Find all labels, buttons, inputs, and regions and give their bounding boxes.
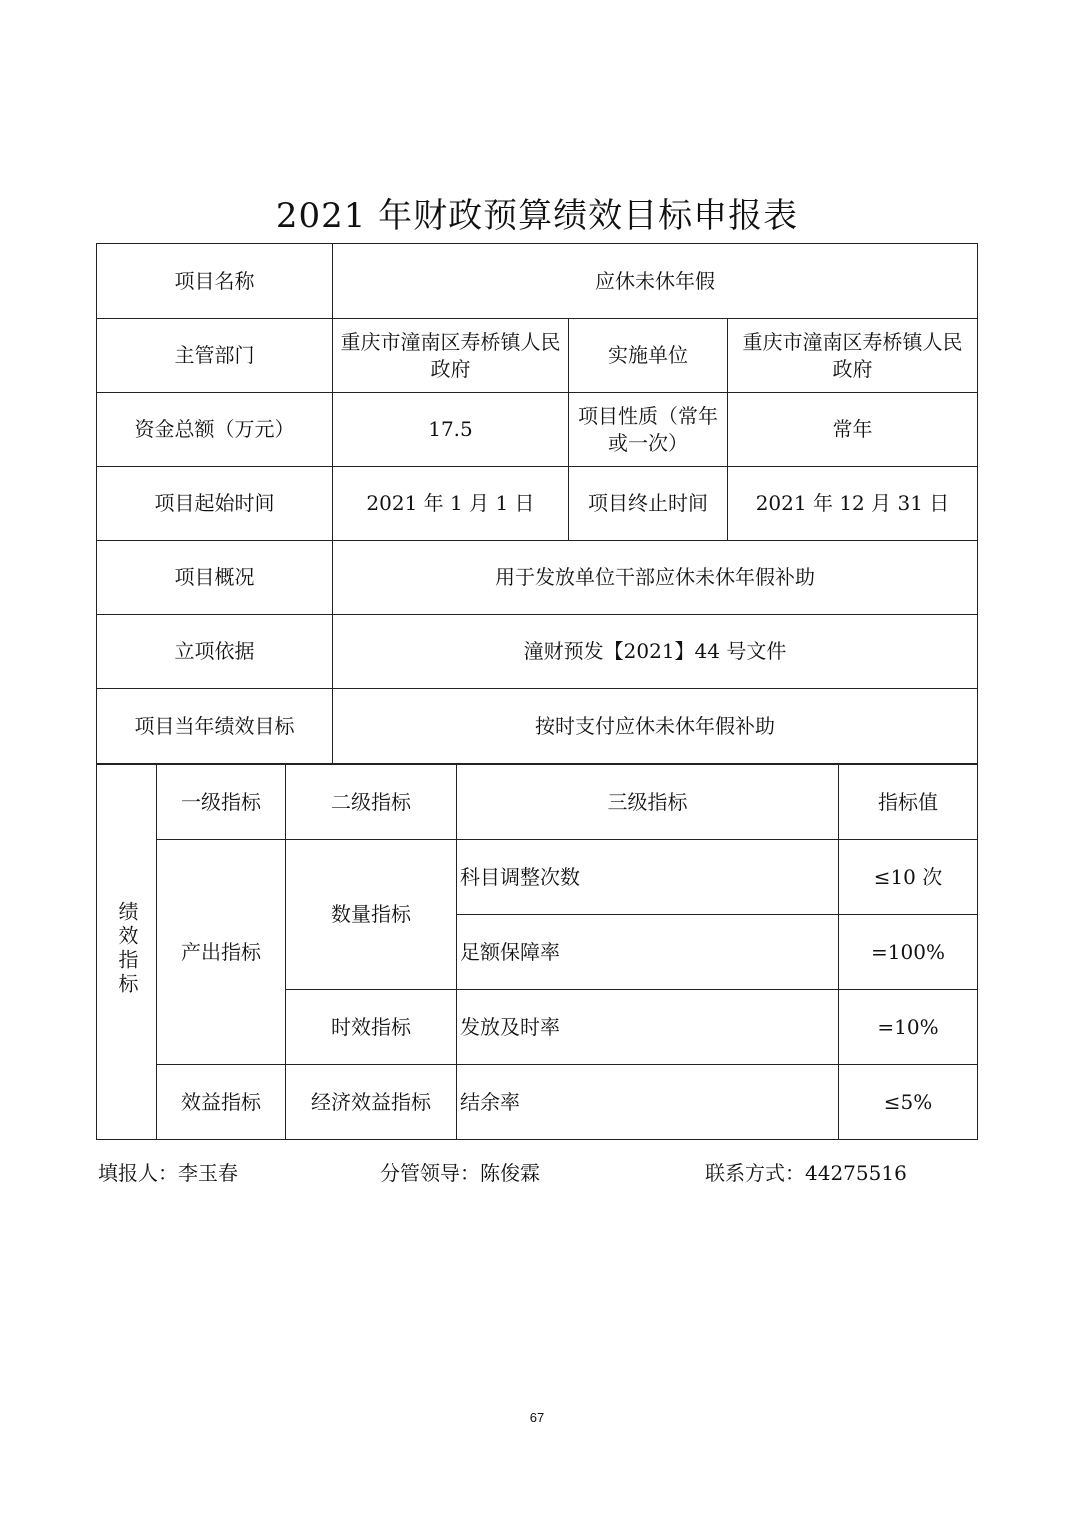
row-department bbox=[97, 319, 978, 393]
basis-value: 潼财预发【2021】44 号文件 bbox=[333, 615, 978, 689]
row-funds bbox=[97, 393, 978, 467]
indicator-value: ≤5% bbox=[839, 1065, 978, 1140]
header-level3: 三级指标 bbox=[457, 765, 839, 840]
project-name-label: 项目名称 bbox=[97, 244, 333, 319]
economic-indicator-label: 经济效益指标 bbox=[286, 1065, 457, 1140]
annual-goal-value: 按时支付应休未休年假补助 bbox=[333, 689, 978, 764]
basic-info-table bbox=[96, 243, 978, 764]
performance-section-label bbox=[97, 765, 157, 1140]
total-funds-label: 资金总额（万元） bbox=[97, 393, 333, 467]
indicator-value: =100% bbox=[839, 915, 978, 990]
implementer-label: 实施单位 bbox=[569, 319, 728, 393]
indicator-name: 足额保障率 bbox=[457, 915, 839, 990]
output-indicator-label: 产出指标 bbox=[157, 840, 286, 1065]
header-level1: 一级指标 bbox=[157, 765, 286, 840]
department-label: 主管部门 bbox=[97, 319, 333, 393]
timeliness-indicator-label: 时效指标 bbox=[286, 990, 457, 1065]
contact-info: 联系方式：44275516 bbox=[705, 1161, 907, 1185]
indicator-value: ≤10 次 bbox=[839, 840, 978, 915]
performance-header-row bbox=[97, 765, 978, 840]
implementer-value: 重庆市潼南区寿桥镇人民政府 bbox=[728, 319, 978, 393]
department-value: 重庆市潼南区寿桥镇人民政府 bbox=[333, 319, 569, 393]
indicator-value: =10% bbox=[839, 990, 978, 1065]
leader-info: 分管领导：陈俊霖 bbox=[380, 1161, 540, 1185]
indicator-name: 结余率 bbox=[457, 1065, 839, 1140]
page-number: 67 bbox=[529, 1410, 545, 1425]
indicator-name: 发放及时率 bbox=[457, 990, 839, 1065]
end-time-label: 项目终止时间 bbox=[569, 467, 728, 541]
header-level2: 二级指标 bbox=[286, 765, 457, 840]
filler-info: 填报人：李玉春 bbox=[98, 1161, 238, 1185]
row-time bbox=[97, 467, 978, 541]
start-time-label: 项目起始时间 bbox=[97, 467, 333, 541]
total-funds-value: 17.5 bbox=[333, 393, 569, 467]
row-basis bbox=[97, 615, 978, 689]
performance-table bbox=[96, 764, 978, 1140]
project-nature-value: 常年 bbox=[728, 393, 978, 467]
project-name-value: 应休未休年假 bbox=[333, 244, 978, 319]
table-row bbox=[97, 840, 978, 915]
project-nature-label: 项目性质（常年或一次） bbox=[569, 393, 728, 467]
overview-value: 用于发放单位干部应休未休年假补助 bbox=[333, 541, 978, 615]
row-overview bbox=[97, 541, 978, 615]
row-project-name bbox=[97, 244, 978, 319]
benefit-indicator-label: 效益指标 bbox=[157, 1065, 286, 1140]
start-time-value: 2021 年 1 月 1 日 bbox=[333, 467, 569, 541]
header-value: 指标值 bbox=[839, 765, 978, 840]
overview-label: 项目概况 bbox=[97, 541, 333, 615]
page-title: 2021 年财政预算绩效目标申报表 bbox=[275, 196, 799, 236]
end-time-value: 2021 年 12 月 31 日 bbox=[728, 467, 978, 541]
row-annual-goal bbox=[97, 689, 978, 764]
basis-label: 立项依据 bbox=[97, 615, 333, 689]
table-row bbox=[97, 1065, 978, 1140]
indicator-name: 科目调整次数 bbox=[457, 840, 839, 915]
performance-section-text: 绩效指标 bbox=[115, 900, 139, 997]
quantity-indicator-label: 数量指标 bbox=[286, 840, 457, 990]
annual-goal-label: 项目当年绩效目标 bbox=[97, 689, 333, 764]
